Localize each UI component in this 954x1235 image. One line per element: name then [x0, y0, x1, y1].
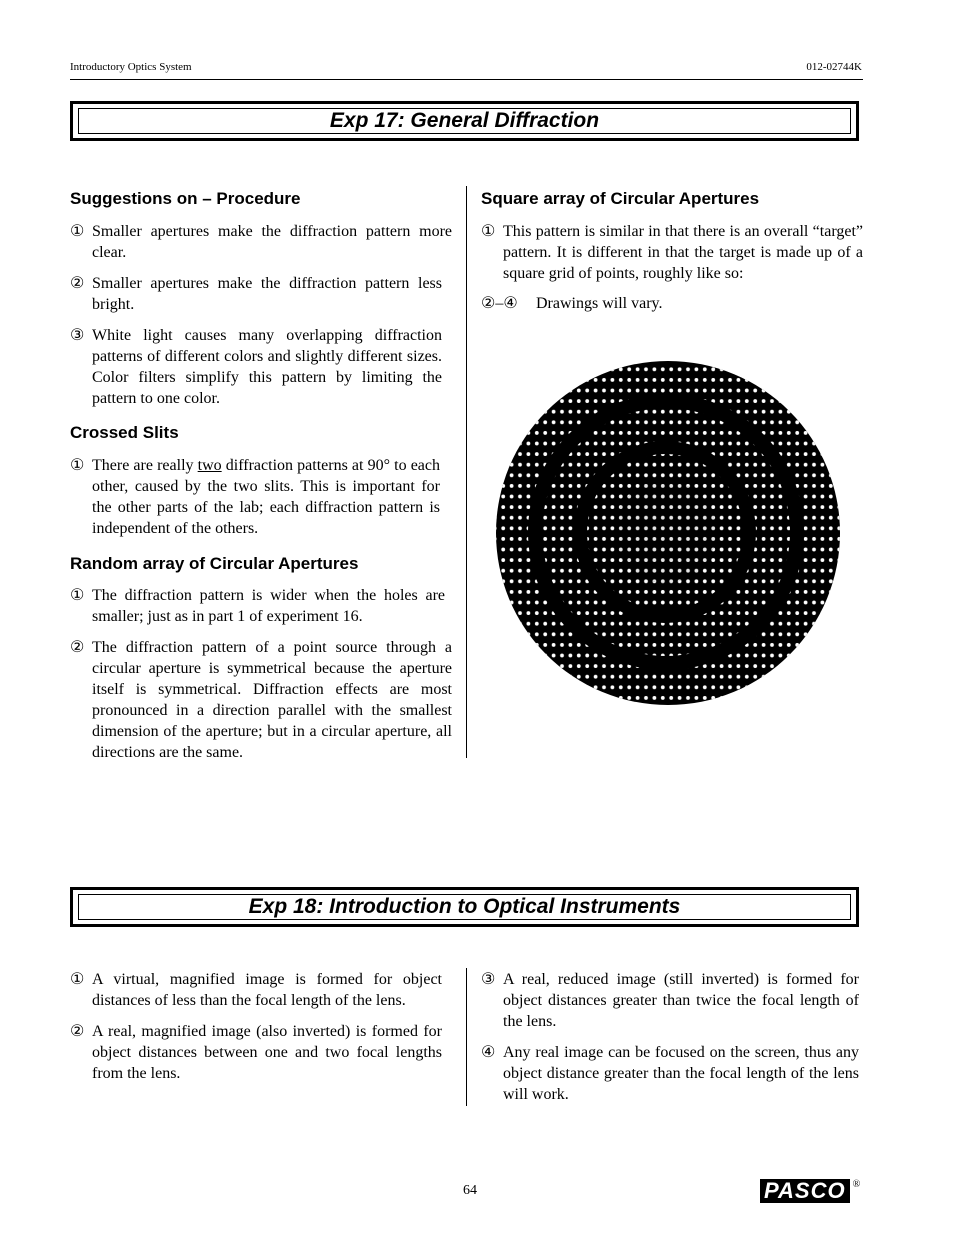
exp18-item-1 — [70, 969, 442, 1011]
exp17-column-divider — [466, 186, 467, 758]
header-rule — [70, 79, 863, 80]
suggestion-item-1 — [70, 221, 452, 263]
item-text: Smaller apertures make the diffraction pattern less bright. — [92, 275, 442, 313]
item-text: The diffraction pattern of a point source through a circular aperture is symmetrical because the aperture itself is symmetrical. Diffraction effects are most pronounced in a direction parallel with the smallest dimension of the aperture; but in a circular aperture, all directions are the same. — [92, 639, 452, 761]
exp18-title: Exp 18: Introduction to Optical Instruments — [78, 894, 851, 920]
center-dot-spot — [614, 481, 716, 583]
item-text: This pattern is similar in that there is an overall “target” pattern. It is different in that the target is made up of a square grid of points, roughly like so: — [503, 223, 863, 282]
item-text: White light causes many overlapping diffraction patterns of different colors and slightly different sizes. Color filters simplify this pattern by limiting the pattern to one color. — [92, 327, 442, 407]
item-number: ① — [70, 971, 85, 988]
item-text: A real, reduced image (still inverted) is formed for object distances greater than twice the focal length of the lens. — [503, 971, 859, 1030]
item-number: ① — [481, 223, 496, 240]
page-number: 64 — [463, 1183, 477, 1198]
item-text: A virtual, magnified image is formed for object distances of less than the focal length of the lens. — [92, 971, 442, 1009]
item-number: ① — [70, 457, 85, 474]
item-number: ④ — [481, 1044, 496, 1061]
exp18-item-3 — [481, 969, 859, 1032]
item-text: Any real image can be focused on the screen, thus any object distance greater than the focal length of the lens will work. — [503, 1044, 859, 1103]
exp18-title-box — [70, 887, 859, 927]
item-number: ① — [70, 223, 85, 240]
exp17-title-box — [70, 101, 859, 141]
square-array-item-1 — [481, 221, 863, 284]
suggestion-item-3 — [70, 325, 442, 409]
item-number: ② — [70, 639, 85, 656]
exp18-item-2 — [70, 1021, 442, 1084]
item-text-underlined: two — [197, 457, 222, 474]
crossed-slits-heading: Crossed Slits — [70, 423, 179, 442]
crossed-slits-item-1 — [70, 455, 440, 539]
item-number: ① — [70, 587, 85, 604]
random-array-item-1 — [70, 585, 445, 627]
item-number: ②–④ — [481, 295, 518, 312]
item-number: ③ — [70, 327, 85, 344]
item-text: Drawings will vary. — [536, 295, 663, 312]
item-text: A real, magnified image (also inverted) is formed for object distances between one and two focal lengths from the lens. — [92, 1023, 442, 1082]
item-text-start: There are really — [92, 457, 198, 474]
suggestion-item-2 — [70, 273, 442, 315]
item-text-end: diffraction patterns at 90° to each other, caused by the two slits. This is important for the other parts of the lab; each diffraction pattern is independent of the others. — [92, 457, 441, 537]
exp17-title: Exp 17: General Diffraction — [78, 108, 851, 134]
random-array-item-2 — [70, 637, 452, 763]
random-array-heading: Random array of Circular Apertures — [70, 554, 359, 573]
square-array-heading: Square array of Circular Apertures — [481, 189, 760, 208]
suggestions-heading: Suggestions on – Procedure — [70, 189, 301, 208]
pasco-logo-text: PASCO — [760, 1179, 850, 1203]
item-text: Smaller apertures make the diffraction pattern more clear. — [92, 223, 452, 261]
item-number: ② — [70, 275, 85, 292]
item-text: The diffraction pattern is wider when the holes are smaller; just as in part 1 of experiment 16. — [92, 587, 445, 625]
exp18-column-divider — [466, 968, 467, 1106]
registered-mark: ® — [852, 1179, 861, 1190]
square-array-item-2-4 — [481, 293, 863, 314]
header-doc-title: Introductory Optics System — [70, 61, 192, 73]
pasco-logo — [760, 1179, 860, 1203]
exp18-item-4 — [481, 1042, 859, 1105]
header-doc-code: 012-02744K — [806, 61, 862, 73]
item-number: ② — [70, 1023, 85, 1040]
square-array-diffraction-figure — [495, 360, 841, 706]
item-number: ③ — [481, 971, 496, 988]
